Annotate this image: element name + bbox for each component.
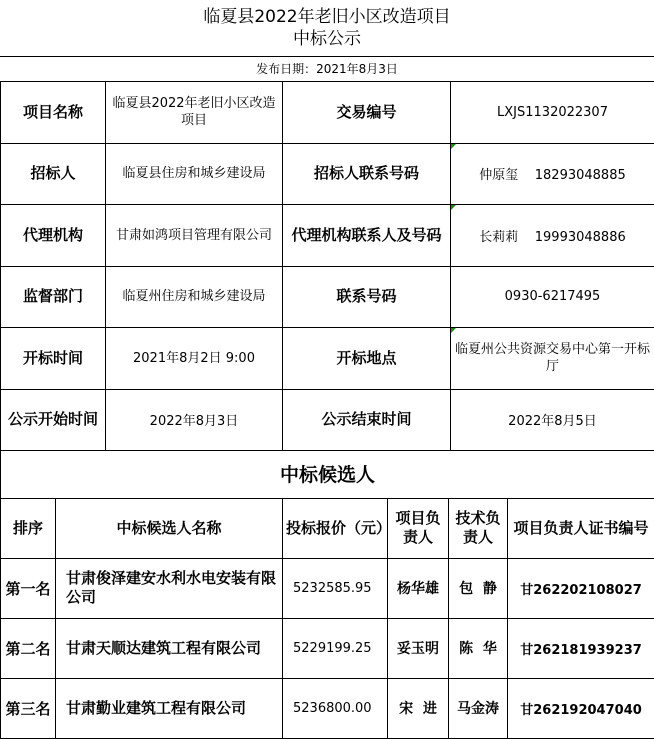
candidate-name: 甘肃天顺达建筑工程有限公司: [56, 618, 283, 678]
supervisor-phone-value: 0930-6217495: [451, 266, 654, 328]
candidate-manager: 杨华雄: [388, 558, 449, 618]
open-time-value: 2021年8月2日 9:00: [106, 328, 283, 390]
candidate-name: 甘肃勤业建筑工程有限公司: [56, 678, 283, 738]
pub-start-label: 公示开始时间: [1, 389, 106, 451]
header-rank: 排序: [1, 498, 56, 558]
candidates-header-row: [1, 498, 654, 558]
publish-date: 发布日期：2021年8月3日: [256, 62, 398, 76]
open-place-label: 开标地点: [283, 328, 451, 390]
pub-end-value: 2022年8月5日: [451, 389, 654, 451]
project-name-label: 项目名称: [1, 82, 106, 144]
header-manager: 项目负责人: [388, 498, 449, 558]
info-row-project: [1, 82, 654, 144]
agency-contact-label: 代理机构联系人及号码: [283, 205, 451, 267]
candidate-cert: 甘262192047040: [508, 678, 654, 738]
title-line-1: 临夏县2022年老旧小区改造项目: [203, 7, 451, 27]
pub-end-label: 公示结束时间: [283, 389, 451, 451]
candidate-manager: 宋 进: [388, 678, 449, 738]
agency-contact-value: 长莉莉 19993048886: [451, 205, 654, 267]
trade-no-value: LXJS1132022307: [451, 82, 654, 144]
table-row: [1, 618, 654, 678]
pub-start-value: 2022年8月3日: [106, 389, 283, 451]
tenderer-value: 临夏县住房和城乡建设局: [106, 143, 283, 205]
agency-value: 甘肃如鸿项目管理有限公司: [106, 205, 283, 267]
candidate-tech: 马金涛: [449, 678, 508, 738]
candidate-price: 5232585.95: [283, 558, 388, 618]
project-info-table: [0, 81, 654, 451]
table-row: [1, 678, 654, 738]
info-row-agency: [1, 205, 654, 267]
info-row-supervisor: [1, 266, 654, 328]
candidate-rank: 第三名: [1, 678, 56, 738]
candidates-section-title: 中标候选人: [1, 450, 654, 498]
candidate-rank: 第二名: [1, 618, 56, 678]
info-row-open: [1, 328, 654, 390]
info-row-tenderer: [1, 143, 654, 205]
table-row: [1, 558, 654, 618]
open-time-label: 开标时间: [1, 328, 106, 390]
candidate-cert: 甘262181939237: [508, 618, 654, 678]
candidate-price: 5236800.00: [283, 678, 388, 738]
header-price: 投标报价（元）: [283, 498, 388, 558]
candidate-cert: 甘262202108027: [508, 558, 654, 618]
header-name: 中标候选人名称: [56, 498, 283, 558]
candidate-price: 5229199.25: [283, 618, 388, 678]
supervisor-phone-label: 联系号码: [283, 266, 451, 328]
trade-no-label: 交易编号: [283, 82, 451, 144]
agency-label: 代理机构: [1, 205, 106, 267]
title-block: [0, 0, 654, 57]
header-cert: 项目负责人证书编号: [508, 498, 654, 558]
candidate-manager: 妥玉明: [388, 618, 449, 678]
candidate-rank: 第一名: [1, 558, 56, 618]
candidate-name: 甘肃俊泽建安水利水电安装有限公司: [56, 558, 283, 618]
info-row-publicity: [1, 389, 654, 451]
project-name-value: 临夏县2022年老旧小区改造项目: [106, 82, 283, 144]
tenderer-contact-label: 招标人联系号码: [283, 143, 451, 205]
candidate-tech: 包 静: [449, 558, 508, 618]
tenderer-label: 招标人: [1, 143, 106, 205]
supervisor-value: 临夏州住房和城乡建设局: [106, 266, 283, 328]
title-line-2: 中标公示: [293, 29, 361, 49]
supervisor-label: 监督部门: [1, 266, 106, 328]
candidate-tech: 陈 华: [449, 618, 508, 678]
header-tech: 技术负责人: [449, 498, 508, 558]
candidates-table: [0, 450, 654, 739]
open-place-value: 临夏州公共资源交易中心第一开标厅: [451, 328, 654, 390]
tenderer-contact-value: 仲原玺 18293048885: [451, 143, 654, 205]
